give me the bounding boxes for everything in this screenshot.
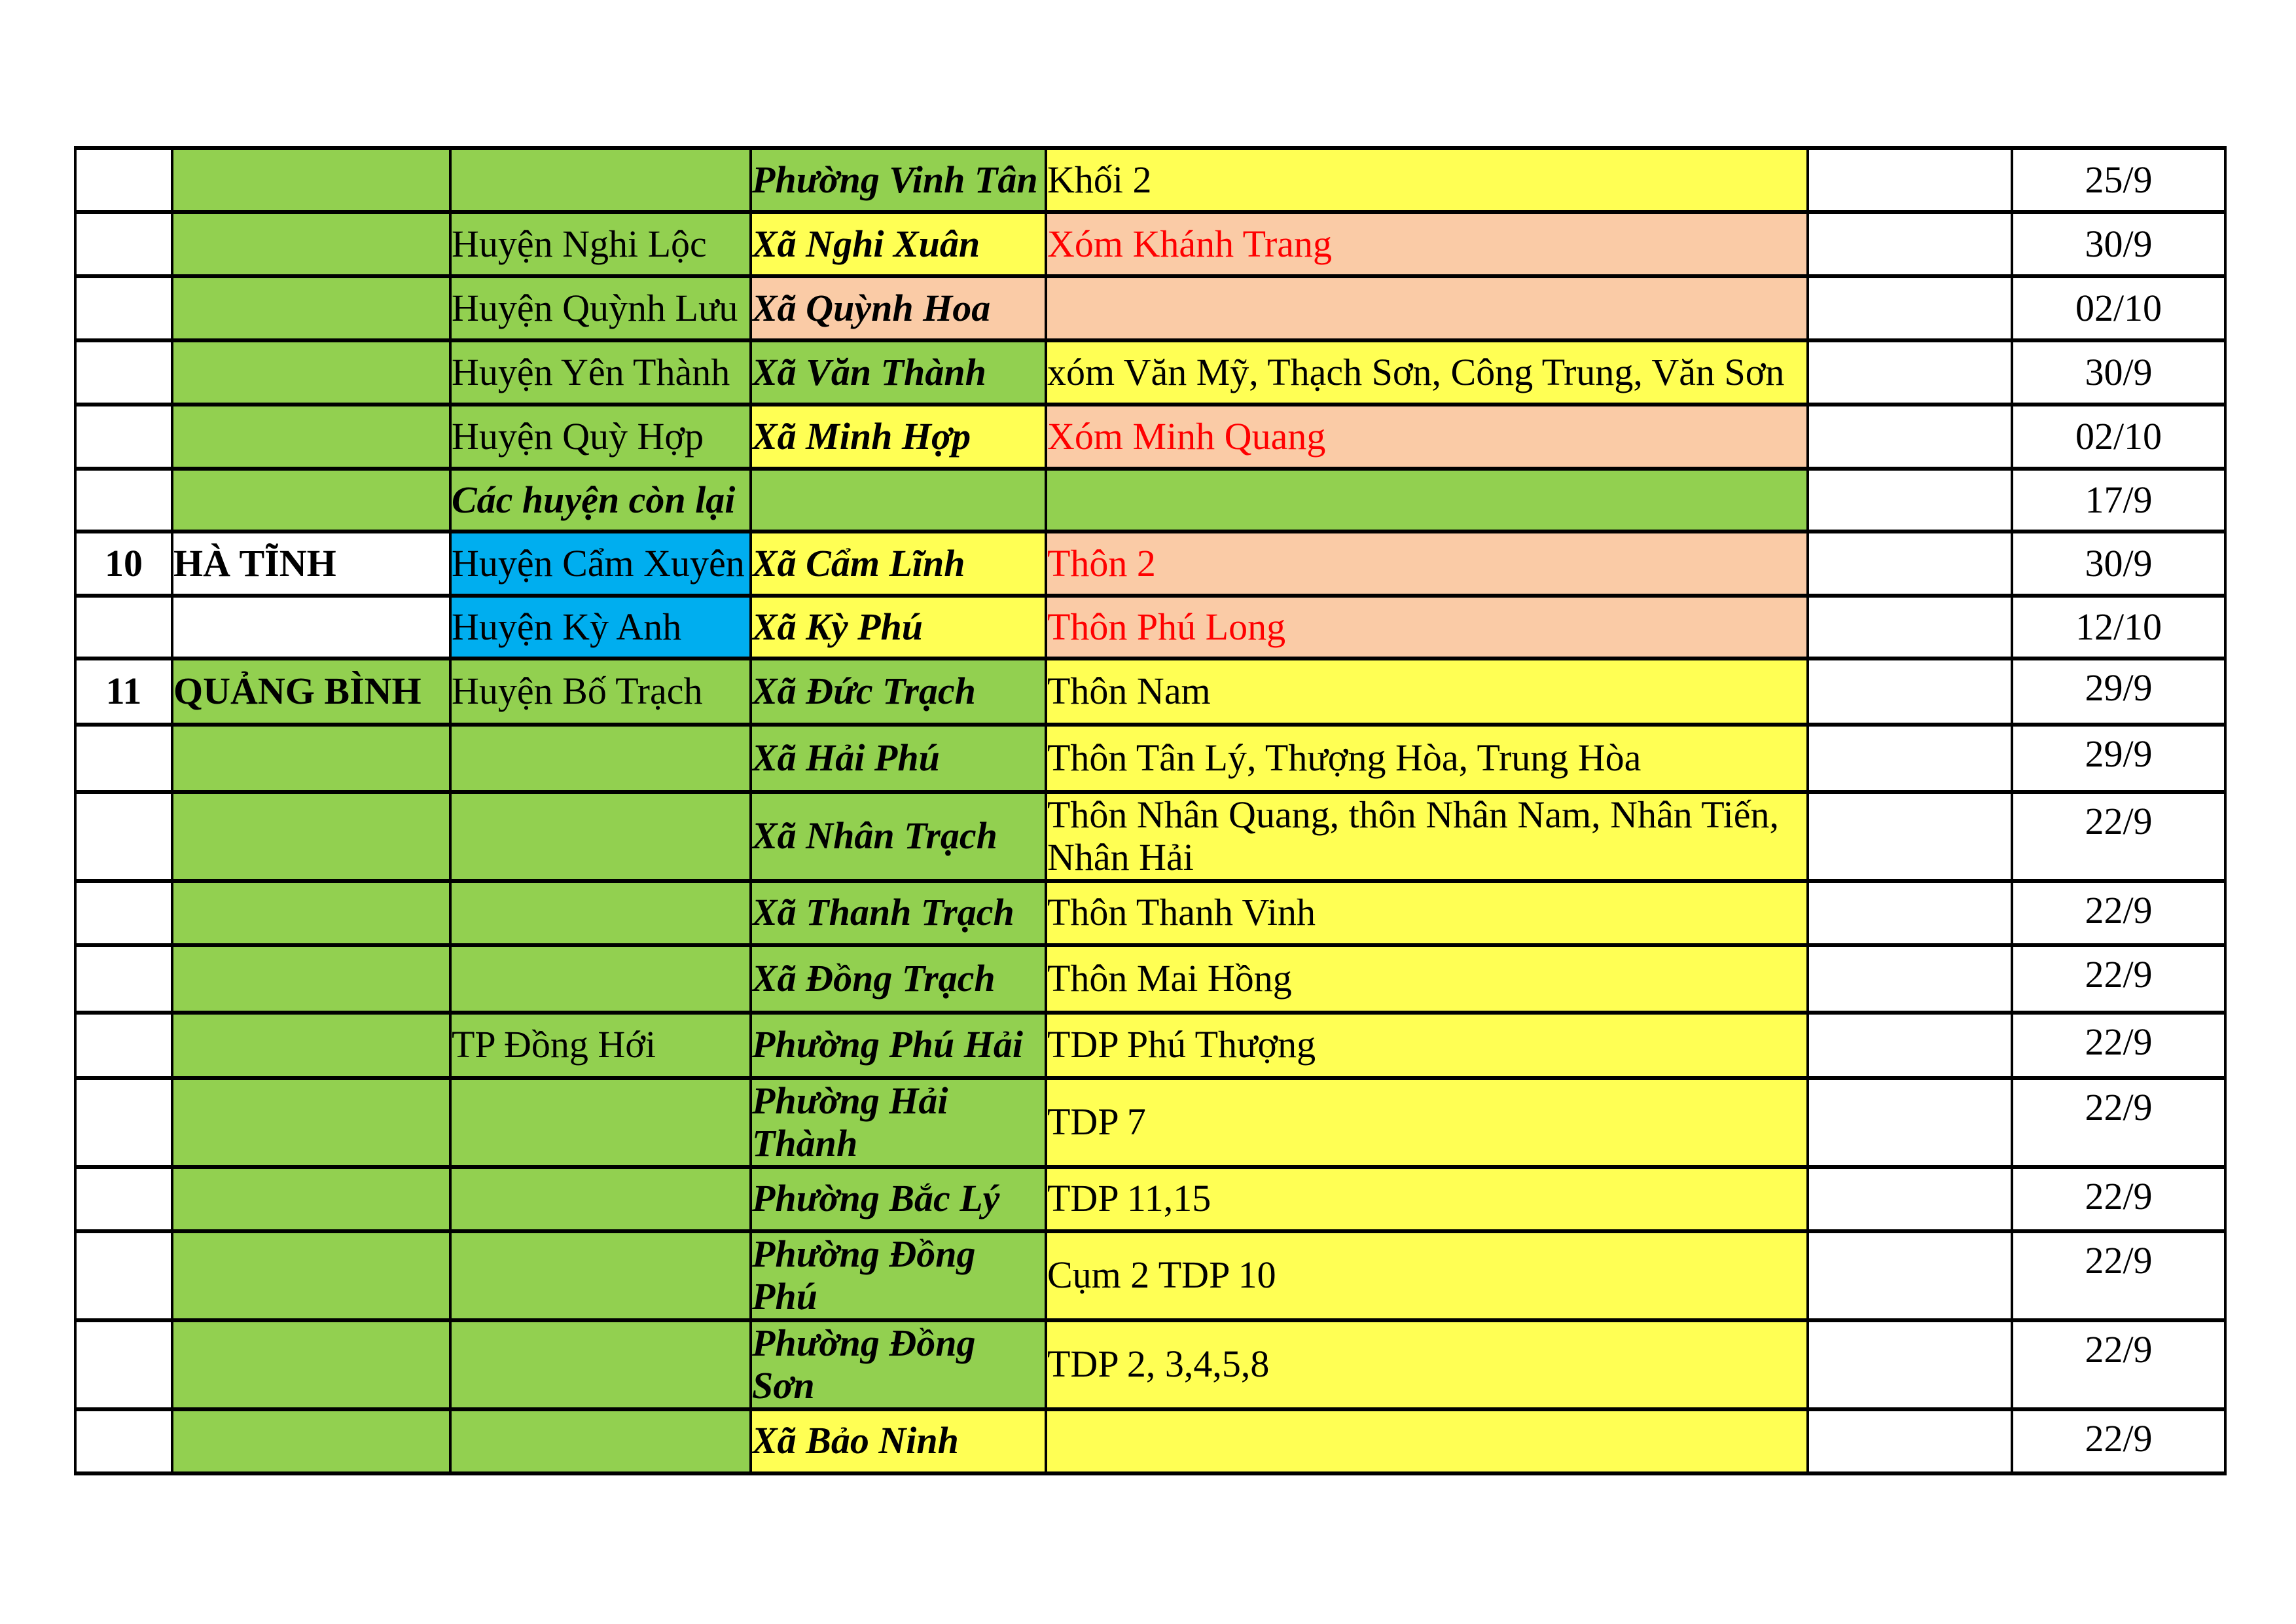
cell-date: 22/9	[2012, 881, 2225, 945]
cell-villages	[1046, 1409, 1808, 1473]
table-row	[75, 1078, 2225, 1167]
cell-province	[172, 469, 450, 532]
cell-blank	[1808, 1013, 2012, 1078]
cell-district	[450, 725, 751, 792]
cell-province	[172, 1231, 450, 1320]
cell-province	[172, 276, 450, 340]
cell-date: 22/9	[2012, 792, 2225, 881]
cell-commune: Xã Bảo Ninh	[751, 1409, 1046, 1473]
cell-province	[172, 945, 450, 1013]
cell-no	[75, 1409, 172, 1473]
cell-blank	[1808, 792, 2012, 881]
cell-date: 22/9	[2012, 1231, 2225, 1320]
cell-villages: Thôn Phú Long	[1046, 596, 1808, 659]
table-row	[75, 212, 2225, 276]
table-row	[75, 1013, 2225, 1078]
cell-date: 22/9	[2012, 1409, 2225, 1473]
cell-blank	[1808, 881, 2012, 945]
table-body	[75, 148, 2225, 1473]
cell-villages: Xóm Khánh Trang	[1046, 212, 1808, 276]
cell-date: 29/9	[2012, 659, 2225, 725]
cell-no	[75, 725, 172, 792]
cell-villages: Thôn Mai Hồng	[1046, 945, 1808, 1013]
cell-no	[75, 881, 172, 945]
cell-date: 30/9	[2012, 212, 2225, 276]
cell-commune: Xã Đức Trạch	[751, 659, 1046, 725]
cell-district	[450, 148, 751, 212]
cell-villages	[1046, 469, 1808, 532]
cell-commune: Phường Vinh Tân	[751, 148, 1046, 212]
table-row	[75, 532, 2225, 596]
cell-no	[75, 405, 172, 469]
cell-province: QUẢNG BÌNH	[172, 659, 450, 725]
cell-district: Huyện Bố Trạch	[450, 659, 751, 725]
table-row	[75, 1167, 2225, 1231]
cell-villages: TDP 7	[1046, 1078, 1808, 1167]
cell-commune: Xã Nhân Trạch	[751, 792, 1046, 881]
cell-province: HÀ TĨNH	[172, 532, 450, 596]
cell-villages: Cụm 2 TDP 10	[1046, 1231, 1808, 1320]
cell-blank	[1808, 405, 2012, 469]
cell-villages: Thôn Nhân Quang, thôn Nhân Nam, Nhân Tiến, Nhân Hải	[1046, 792, 1808, 881]
cell-commune: Xã Nghi Xuân	[751, 212, 1046, 276]
cell-no: 10	[75, 532, 172, 596]
table-row	[75, 945, 2225, 1013]
cell-villages: TDP Phú Thượng	[1046, 1013, 1808, 1078]
table-row	[75, 596, 2225, 659]
cell-province	[172, 596, 450, 659]
cell-no	[75, 1078, 172, 1167]
cell-villages: Thôn Nam	[1046, 659, 1808, 725]
cell-province	[172, 1409, 450, 1473]
table-row	[75, 148, 2225, 212]
cell-commune	[751, 469, 1046, 532]
cell-commune: Phường Phú Hải	[751, 1013, 1046, 1078]
cell-province	[172, 148, 450, 212]
table-row	[75, 340, 2225, 405]
cell-date: 12/10	[2012, 596, 2225, 659]
cell-province	[172, 1167, 450, 1231]
table-row	[75, 276, 2225, 340]
cell-province	[172, 881, 450, 945]
cell-commune: Xã Thanh Trạch	[751, 881, 1046, 945]
cell-commune: Xã Đồng Trạch	[751, 945, 1046, 1013]
cell-district: Huyện Yên Thành	[450, 340, 751, 405]
cell-province	[172, 405, 450, 469]
cell-villages: Thôn Thanh Vinh	[1046, 881, 1808, 945]
cell-blank	[1808, 212, 2012, 276]
cell-no	[75, 596, 172, 659]
cell-villages: Xóm Minh Quang	[1046, 405, 1808, 469]
cell-commune: Xã Văn Thành	[751, 340, 1046, 405]
cell-province	[172, 725, 450, 792]
cell-province	[172, 1320, 450, 1409]
cell-commune: Xã Cẩm Lĩnh	[751, 532, 1046, 596]
cell-commune: Phường Hải Thành	[751, 1078, 1046, 1167]
cell-district	[450, 1409, 751, 1473]
cell-villages: Thôn 2	[1046, 532, 1808, 596]
cell-commune: Phường Đồng Sơn	[751, 1320, 1046, 1409]
cell-district: Huyện Cẩm Xuyên	[450, 532, 751, 596]
cell-province	[172, 1078, 450, 1167]
cell-province	[172, 1013, 450, 1078]
cell-date: 17/9	[2012, 469, 2225, 532]
cell-villages: Khối 2	[1046, 148, 1808, 212]
table-row	[75, 469, 2225, 532]
cell-villages	[1046, 276, 1808, 340]
cell-no	[75, 276, 172, 340]
cell-blank	[1808, 1078, 2012, 1167]
cell-district	[450, 1231, 751, 1320]
cell-no	[75, 1320, 172, 1409]
cell-date: 22/9	[2012, 1167, 2225, 1231]
table-row	[75, 881, 2225, 945]
cell-villages: TDP 2, 3,4,5,8	[1046, 1320, 1808, 1409]
cell-date: 29/9	[2012, 725, 2225, 792]
cell-blank	[1808, 659, 2012, 725]
cell-district: TP Đồng Hới	[450, 1013, 751, 1078]
cell-villages: xóm Văn Mỹ, Thạch Sơn, Công Trung, Văn Sơn	[1046, 340, 1808, 405]
cell-blank	[1808, 725, 2012, 792]
cell-no	[75, 792, 172, 881]
cell-date: 25/9	[2012, 148, 2225, 212]
cell-district	[450, 1078, 751, 1167]
cell-district	[450, 1167, 751, 1231]
cell-blank	[1808, 1167, 2012, 1231]
cell-no	[75, 469, 172, 532]
cell-no	[75, 1013, 172, 1078]
cell-no	[75, 1231, 172, 1320]
cell-blank	[1808, 1409, 2012, 1473]
cell-blank	[1808, 1320, 2012, 1409]
cell-date: 02/10	[2012, 276, 2225, 340]
cell-blank	[1808, 148, 2012, 212]
cell-blank	[1808, 945, 2012, 1013]
cell-commune: Xã Kỳ Phú	[751, 596, 1046, 659]
cell-blank	[1808, 1231, 2012, 1320]
cell-date: 30/9	[2012, 532, 2225, 596]
cell-commune: Xã Minh Hợp	[751, 405, 1046, 469]
cell-date: 22/9	[2012, 1013, 2225, 1078]
cell-no	[75, 340, 172, 405]
cell-commune: Xã Quỳnh Hoa	[751, 276, 1046, 340]
cell-blank	[1808, 532, 2012, 596]
cell-district: Các huyện còn lại	[450, 469, 751, 532]
cell-district: Huyện Kỳ Anh	[450, 596, 751, 659]
cell-date: 02/10	[2012, 405, 2225, 469]
cell-district	[450, 945, 751, 1013]
cell-villages: Thôn Tân Lý, Thượng Hòa, Trung Hòa	[1046, 725, 1808, 792]
cell-date: 22/9	[2012, 945, 2225, 1013]
cell-commune: Phường Bắc Lý	[751, 1167, 1046, 1231]
cell-province	[172, 792, 450, 881]
cell-commune: Phường Đồng Phú	[751, 1231, 1046, 1320]
cell-district	[450, 792, 751, 881]
cell-date: 22/9	[2012, 1320, 2225, 1409]
cell-no	[75, 212, 172, 276]
cell-commune: Xã Hải Phú	[751, 725, 1046, 792]
cell-date: 22/9	[2012, 1078, 2225, 1167]
cell-district: Huyện Nghi Lộc	[450, 212, 751, 276]
cell-blank	[1808, 276, 2012, 340]
table-row	[75, 659, 2225, 725]
province-status-table	[74, 146, 2227, 1475]
table-row	[75, 1320, 2225, 1409]
cell-villages: TDP 11,15	[1046, 1167, 1808, 1231]
table-row	[75, 405, 2225, 469]
cell-district	[450, 881, 751, 945]
cell-no	[75, 148, 172, 212]
cell-no	[75, 945, 172, 1013]
table-row	[75, 1409, 2225, 1473]
cell-blank	[1808, 340, 2012, 405]
table-row	[75, 725, 2225, 792]
cell-no	[75, 1167, 172, 1231]
cell-district	[450, 1320, 751, 1409]
cell-blank	[1808, 469, 2012, 532]
table-row	[75, 792, 2225, 881]
cell-province	[172, 340, 450, 405]
cell-district: Huyện Quỳnh Lưu	[450, 276, 751, 340]
cell-province	[172, 212, 450, 276]
table-row	[75, 1231, 2225, 1320]
cell-district: Huyện Quỳ Hợp	[450, 405, 751, 469]
cell-date: 30/9	[2012, 340, 2225, 405]
cell-no: 11	[75, 659, 172, 725]
cell-blank	[1808, 596, 2012, 659]
